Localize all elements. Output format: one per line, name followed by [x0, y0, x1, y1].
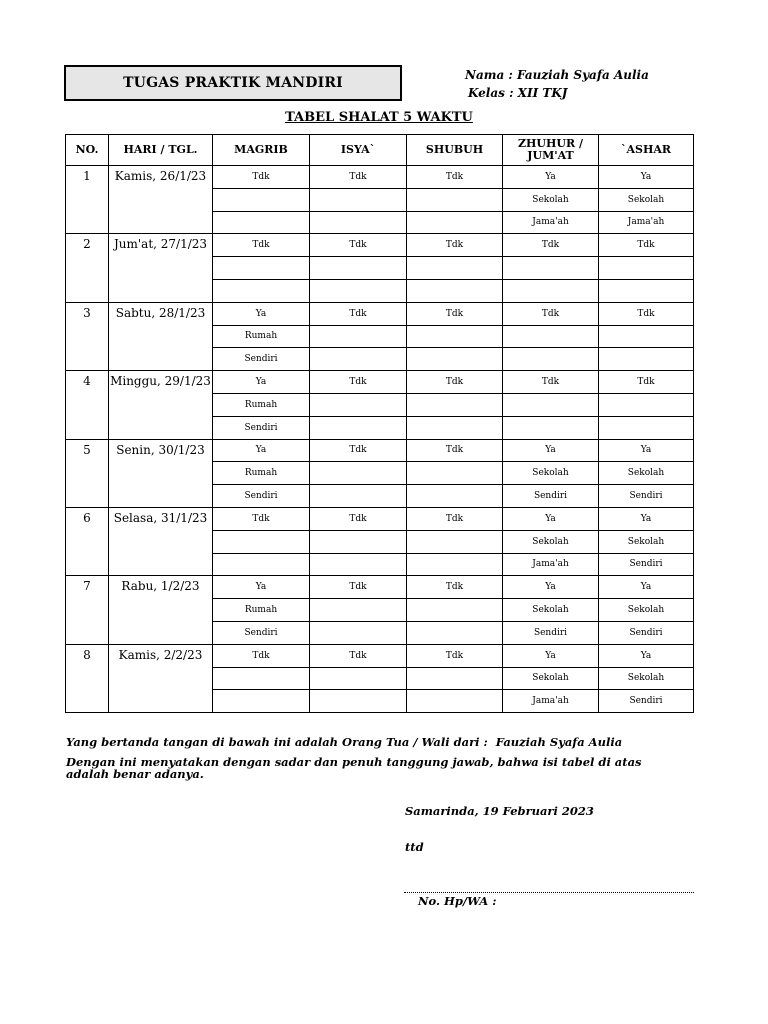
cell-ashar [599, 257, 694, 280]
cell-magrib: Rumah [213, 325, 310, 348]
cell-magrib [213, 690, 310, 713]
table-row [66, 507, 694, 530]
cell-magrib: Tdk [213, 234, 310, 257]
table-row [66, 644, 694, 667]
cell-zhuhur [503, 279, 599, 302]
ward-name: Fauziah Syafa Aulia [495, 735, 623, 749]
cell-shubuh [407, 599, 503, 622]
cell-isya: Tdk [310, 644, 407, 667]
cell-ashar: Sekolah [599, 530, 694, 553]
table-header-row [66, 135, 694, 166]
cell-shubuh [407, 485, 503, 508]
cell-isya: Tdk [310, 302, 407, 325]
cell-isya [310, 279, 407, 302]
cell-magrib [213, 553, 310, 576]
cell-zhuhur: Ya [503, 576, 599, 599]
col-header-ashar: `ASHAR [599, 135, 694, 166]
cell-ashar: Sendiri [599, 485, 694, 508]
cell-isya [310, 188, 407, 211]
cell-zhuhur: Ya [503, 644, 599, 667]
table-row [66, 439, 694, 462]
cell-ashar: Sekolah [599, 667, 694, 690]
col-header-shubuh: SHUBUH [407, 135, 503, 166]
cell-shubuh [407, 188, 503, 211]
row-day-date: Minggu, 29/1/23 [109, 371, 213, 439]
cell-magrib: Sendiri [213, 348, 310, 371]
cell-isya [310, 690, 407, 713]
cell-ashar [599, 416, 694, 439]
cell-magrib [213, 667, 310, 690]
cell-isya [310, 211, 407, 234]
cell-ashar: Sekolah [599, 188, 694, 211]
col-header-day: HARI / TGL. [109, 135, 213, 166]
table-row [66, 166, 694, 189]
cell-shubuh [407, 690, 503, 713]
cell-zhuhur: Sekolah [503, 462, 599, 485]
cell-shubuh: Tdk [407, 507, 503, 530]
row-day-date: Jum'at, 27/1/23 [109, 234, 213, 302]
cell-zhuhur: Ya [503, 166, 599, 189]
cell-isya [310, 393, 407, 416]
cell-ashar: Ya [599, 507, 694, 530]
cell-shubuh: Tdk [407, 439, 503, 462]
guardian-statement [66, 735, 622, 749]
statement-lead: Yang bertanda tangan di bawah ini adalah Orang Tua / Wali dari : [66, 735, 488, 749]
cell-isya [310, 599, 407, 622]
cell-zhuhur: Sendiri [503, 485, 599, 508]
cell-shubuh [407, 667, 503, 690]
cell-ashar: Sendiri [599, 690, 694, 713]
row-day-date: Kamis, 26/1/23 [109, 166, 213, 234]
student-name: Nama : Fauziah Syafa Aulia [465, 68, 649, 82]
cell-shubuh [407, 553, 503, 576]
cell-magrib: Sendiri [213, 416, 310, 439]
cell-magrib [213, 530, 310, 553]
table-row [66, 302, 694, 325]
row-number: 4 [66, 371, 109, 439]
cell-isya: Tdk [310, 234, 407, 257]
row-number: 7 [66, 576, 109, 644]
cell-shubuh [407, 279, 503, 302]
cell-magrib: Ya [213, 439, 310, 462]
row-number: 8 [66, 644, 109, 712]
cell-magrib: Sendiri [213, 485, 310, 508]
cell-zhuhur: Sendiri [503, 621, 599, 644]
cell-ashar: Tdk [599, 302, 694, 325]
assignment-title: TUGAS PRAKTIK MANDIRI [64, 65, 402, 101]
cell-zhuhur: Tdk [503, 234, 599, 257]
cell-magrib [213, 279, 310, 302]
cell-zhuhur: Ya [503, 507, 599, 530]
cell-isya [310, 553, 407, 576]
col-header-isya: ISYA` [310, 135, 407, 166]
cell-magrib: Rumah [213, 393, 310, 416]
cell-zhuhur: Sekolah [503, 667, 599, 690]
cell-shubuh [407, 462, 503, 485]
cell-isya [310, 416, 407, 439]
cell-shubuh [407, 211, 503, 234]
cell-zhuhur [503, 393, 599, 416]
cell-isya [310, 485, 407, 508]
cell-ashar: Tdk [599, 234, 694, 257]
cell-ashar [599, 393, 694, 416]
cell-shubuh: Tdk [407, 371, 503, 394]
cell-isya [310, 325, 407, 348]
cell-ashar [599, 279, 694, 302]
cell-shubuh [407, 416, 503, 439]
cell-shubuh [407, 348, 503, 371]
cell-isya [310, 348, 407, 371]
cell-magrib [213, 257, 310, 280]
table-row [66, 234, 694, 257]
cell-shubuh [407, 393, 503, 416]
cell-ashar [599, 325, 694, 348]
cell-shubuh [407, 530, 503, 553]
row-number: 6 [66, 507, 109, 575]
cell-ashar: Ya [599, 166, 694, 189]
cell-zhuhur: Tdk [503, 371, 599, 394]
row-day-date: Sabtu, 28/1/23 [109, 302, 213, 370]
col-header-magrib: MAGRIB [213, 135, 310, 166]
cell-magrib [213, 188, 310, 211]
prayer-table [65, 134, 694, 713]
cell-zhuhur: Jama'ah [503, 211, 599, 234]
cell-ashar: Ya [599, 439, 694, 462]
cell-shubuh [407, 325, 503, 348]
cell-ashar [599, 348, 694, 371]
table-title: TABEL SHALAT 5 WAKTU [285, 110, 473, 125]
cell-isya: Tdk [310, 576, 407, 599]
cell-magrib: Rumah [213, 599, 310, 622]
cell-magrib: Tdk [213, 507, 310, 530]
cell-shubuh: Tdk [407, 234, 503, 257]
cell-zhuhur [503, 416, 599, 439]
cell-magrib: Sendiri [213, 621, 310, 644]
cell-shubuh [407, 621, 503, 644]
cell-shubuh [407, 257, 503, 280]
row-day-date: Selasa, 31/1/23 [109, 507, 213, 575]
row-day-date: Kamis, 2/2/23 [109, 644, 213, 712]
cell-shubuh: Tdk [407, 644, 503, 667]
cell-isya [310, 462, 407, 485]
student-class: Kelas : XII TKJ [468, 86, 568, 100]
cell-zhuhur: Tdk [503, 302, 599, 325]
row-number: 3 [66, 302, 109, 370]
row-day-date: Rabu, 1/2/23 [109, 576, 213, 644]
cell-zhuhur [503, 257, 599, 280]
cell-ashar: Sekolah [599, 599, 694, 622]
cell-isya [310, 667, 407, 690]
cell-isya [310, 530, 407, 553]
cell-zhuhur [503, 348, 599, 371]
cell-isya [310, 257, 407, 280]
cell-zhuhur: Ya [503, 439, 599, 462]
cell-isya: Tdk [310, 439, 407, 462]
cell-zhuhur: Sekolah [503, 188, 599, 211]
place-date: Samarinda, 19 Februari 2023 [405, 804, 594, 818]
cell-ashar: Ya [599, 644, 694, 667]
declaration-text: Dengan ini menyatakan dengan sadar dan penuh tanggung jawab, bahwa isi tabel di atas adalah benar adanya. [66, 755, 642, 781]
cell-zhuhur: Sekolah [503, 530, 599, 553]
cell-magrib: Tdk [213, 644, 310, 667]
cell-ashar: Ya [599, 576, 694, 599]
cell-magrib [213, 211, 310, 234]
cell-ashar: Sendiri [599, 553, 694, 576]
cell-isya [310, 621, 407, 644]
signature-text: ttd [405, 840, 424, 854]
cell-isya: Tdk [310, 166, 407, 189]
cell-zhuhur: Sekolah [503, 599, 599, 622]
cell-magrib: Ya [213, 576, 310, 599]
cell-magrib: Rumah [213, 462, 310, 485]
cell-zhuhur: Jama'ah [503, 690, 599, 713]
student-identity [465, 66, 649, 102]
table-body [66, 166, 694, 713]
cell-ashar: Sendiri [599, 621, 694, 644]
cell-magrib: Tdk [213, 166, 310, 189]
cell-zhuhur: Jama'ah [503, 553, 599, 576]
cell-magrib: Ya [213, 302, 310, 325]
row-number: 5 [66, 439, 109, 507]
cell-ashar: Tdk [599, 371, 694, 394]
cell-shubuh: Tdk [407, 166, 503, 189]
cell-isya: Tdk [310, 371, 407, 394]
cell-magrib: Ya [213, 371, 310, 394]
row-day-date: Senin, 30/1/23 [109, 439, 213, 507]
table-row [66, 371, 694, 394]
table-row [66, 576, 694, 599]
cell-ashar: Sekolah [599, 462, 694, 485]
cell-shubuh: Tdk [407, 302, 503, 325]
row-number: 2 [66, 234, 109, 302]
cell-isya: Tdk [310, 507, 407, 530]
cell-ashar: Jama'ah [599, 211, 694, 234]
phone-label: No. Hp/WA : [418, 894, 497, 908]
col-header-zhuhur: ZHUHUR / JUM'AT [503, 135, 599, 166]
cell-zhuhur [503, 325, 599, 348]
col-header-no: NO. [66, 135, 109, 166]
row-number: 1 [66, 166, 109, 234]
signature-line [404, 892, 694, 893]
cell-shubuh: Tdk [407, 576, 503, 599]
